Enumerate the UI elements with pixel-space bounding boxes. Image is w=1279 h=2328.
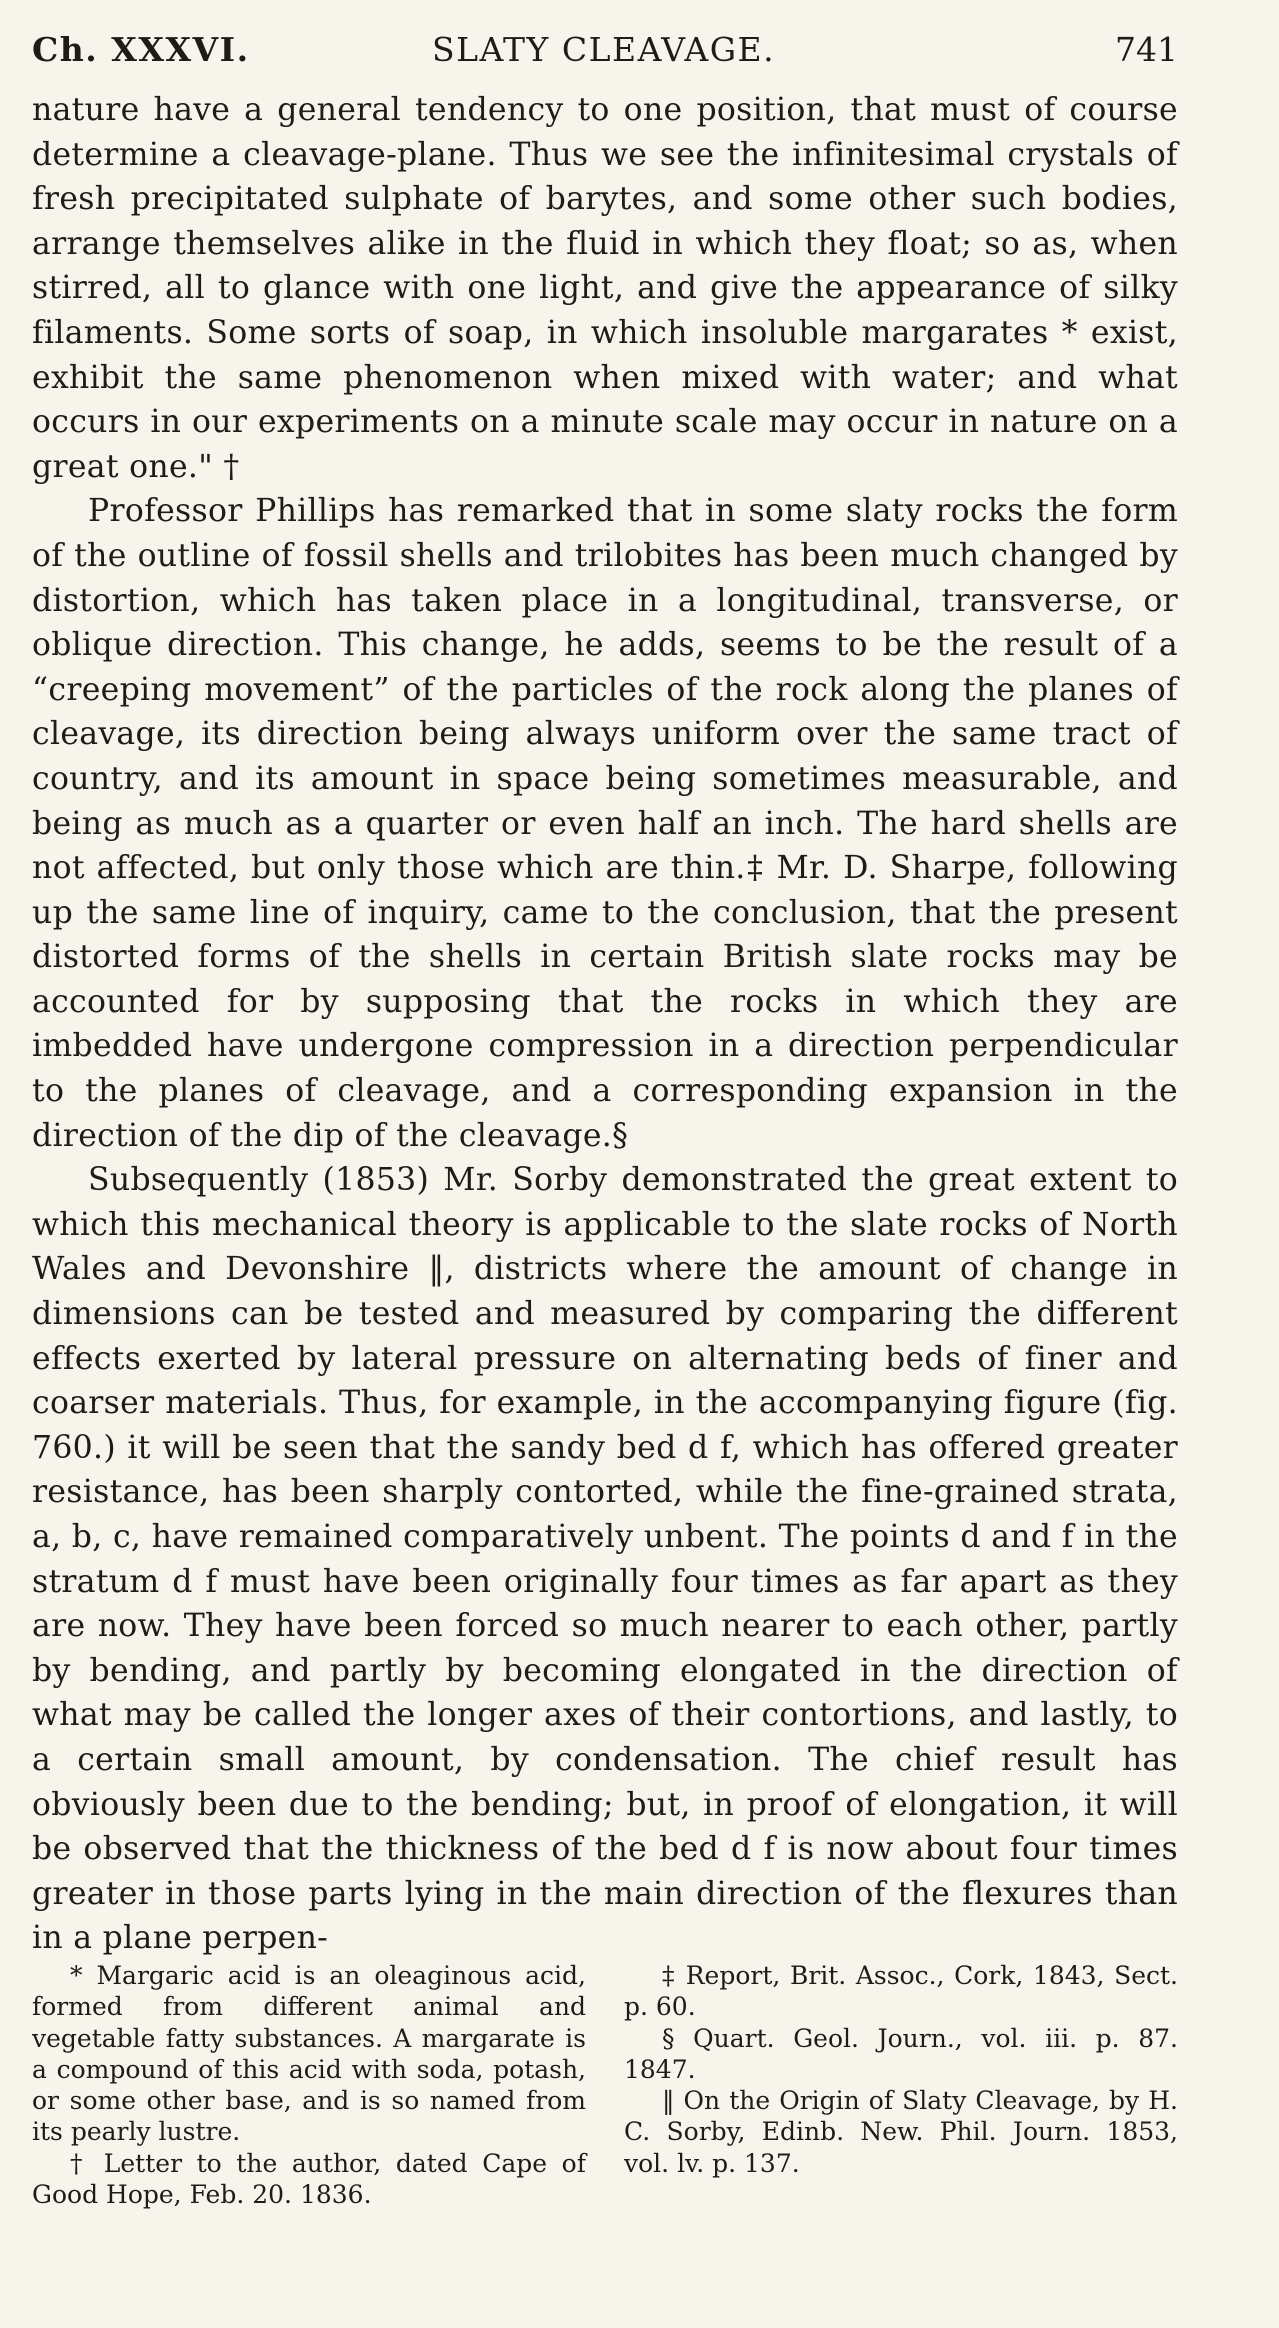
footnote-quart-geol: § Quart. Geol. Journ., vol. iii. p. 87. 1847.: [624, 2023, 1178, 2084]
page-number: 741: [1115, 30, 1178, 69]
footnotes-right-column: [624, 1960, 1178, 2210]
footnote-margaric: * Margaric acid is an oleaginous acid, formed from different animal and vegetable fatty substances. A margarate is a compound of this acid with soda, potash, or some other base, and is so named from its pearly lustre.: [32, 1961, 586, 2147]
footnotes: [32, 1960, 1178, 2210]
running-header: [32, 30, 1178, 80]
footnote-report: ‡ Report, Brit. Assoc., Cork, 1843, Sect. p. 60.: [624, 1961, 1178, 2022]
chapter-label: Ch. XXXVI.: [32, 30, 250, 69]
footnote-sorby: ‖ On the Origin of Slaty Cleavage, by H. C. Sorby, Edinb. New. Phil. Journ. 1853, vol. lv. p. 137.: [624, 2086, 1178, 2178]
running-title: SLATY CLEAVAGE.: [432, 30, 776, 69]
paragraph-phillips: Professor Phillips has remarked that in some slaty rocks the form of the outline of fossil shells and trilobites has been much changed by distortion, which has taken place in a longitudinal, transverse, or oblique direction. This change, he adds, seems to be the result of a “creeping movement” of the particles of the rock along the planes of cleavage, its direction being always uniform over the same tract of country, and its amount in space being sometimes measurable, and being as much as a quarter or even half an inch. The hard shells are not affected, but only those which are thin.‡ Mr. D. Sharpe, following up the same line of inquiry, came to the conclusion, that the present distorted forms of the shells in certain British slate rocks may be accounted for by supposing that the rocks in which they are imbedded have undergone compression in a direction perpendicular to the planes of cleavage, and a corresponding expansion in the direction of the dip of the cleavage.§: [32, 493, 1178, 1154]
paragraph-continued: nature have a general tendency to one position, that must of course determine a cleavage-plane. Thus we see the infinitesimal crystals of fresh precipitated sulphate of barytes, and some other such bodies, arrange themselves alike in the fluid in which they float; so as, when stirred, all to glance with one light, and give the appearance of silky filaments. Some sorts of soap, in which insoluble margarates * exist, exhibit the same phenomenon when mixed with water; and what occurs in our experiments on a minute scale may occur in nature on a great one." †: [32, 92, 1178, 485]
main-text: [32, 88, 1178, 1961]
paragraph-sorby: Subsequently (1853) Mr. Sorby demonstrated the great extent to which this mechanical theory is applicable to the slate rocks of North Wales and Devonshire ‖, districts where the amount of change in dimensions can be tested and measured by comparing the different effects exerted by lateral pressure on alternating beds of finer and coarser materials. Thus, for example, in the accompanying figure (fig. 760.) it will be seen that the sandy bed d f, which has offered greater resistance, has been sharply contorted, while the fine-grained strata, a, b, c, have remained comparatively unbent. The points d and f in the stratum d f must have been originally four times as far apart as they are now. They have been forced so much nearer to each other, partly by bending, and partly by becoming elongated in the direction of what may be called the longer axes of their contortions, and lastly, to a certain small amount, by condensation. The chief result has obviously been due to the bending; but, in proof of elongation, it will be observed that the thickness of the bed d f is now about four times greater in those parts lying in the main direction of the flexures than in a plane perpen-: [32, 1162, 1178, 1957]
footnotes-left-column: [32, 1960, 586, 2210]
footnote-letter: † Letter to the author, dated Cape of Good Hope, Feb. 20. 1836.: [32, 2148, 586, 2210]
